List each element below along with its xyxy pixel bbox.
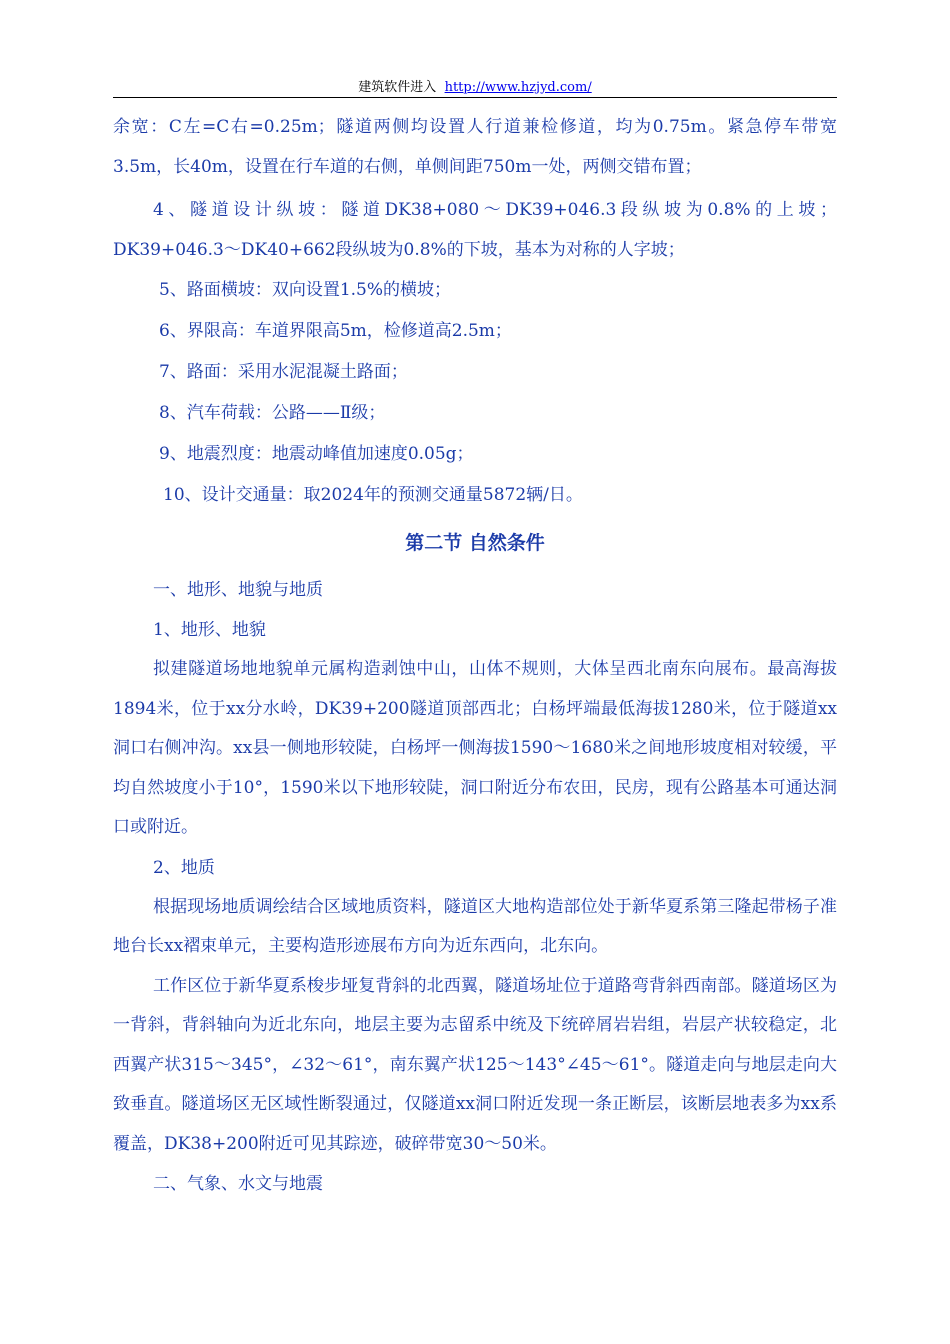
list-item-9: 9、地震烈度：地震动峰值加速度0.05g； [159, 444, 474, 464]
subheading-1-1: 1、地形、地貌 [153, 620, 266, 640]
paragraph-top: 余宽：C左=C右=0.25m；隧道两侧均设置人行道兼检修道，均为0.75m。紧急停车带宽3.5m，长40m，设置在行车道的右侧，单侧间距750m一处，两侧交错布置； [113, 117, 837, 177]
list-item-8: 8、汽车荷载：公路——Ⅱ级； [159, 403, 386, 423]
subheading-1: 一、地形、地貌与地质 [153, 580, 323, 600]
section-title: 第二节 自然条件 [405, 532, 545, 554]
paragraph-geology-2: 工作区位于新华夏系梭步垭复背斜的北西翼，隧道场址位于道路弯背斜西南部。隧道场区为一背斜，背斜轴向为近北东向，地层主要为志留系中统及下统碎屑岩岩组，岩层产状较稳定，北西翼产状315～345°，∠32～61°，南东翼产状125～143°∠45～61°。隧道走向与地层走向大致垂直。隧道场区无区域性断裂通过，仅隧道xx洞口附近发现一条正断层，该断层地表多为xx系覆盖，DK38+200附近可见其踪迹，破碎带宽30～50米。 [113, 975, 837, 1154]
subheading-2: 二、气象、水文与地震 [153, 1174, 323, 1194]
paragraph-geology-1: 根据现场地质调绘结合区域地质资料，隧道区大地构造部位处于新华夏系第三隆起带杨子准地台长xx褶束单元，主要构造形迹展布方向为近东西向，北东向。 [113, 896, 837, 956]
list-item-7: 7、路面：采用水泥混凝土路面； [159, 362, 408, 382]
list-item-4: 4、隧道设计纵坡：隧道DK38+080～DK39+046.3段纵坡为0.8%的上坡；DK39+046.3～DK40+662段纵坡为0.8%的下坡，基本为对称的人字坡； [113, 200, 837, 260]
subheading-1-2: 2、地质 [153, 857, 215, 878]
page-header [113, 76, 837, 95]
document-body [113, 108, 837, 1204]
list-item-5: 5、路面横坡：双向设置1.5%的横坡； [159, 280, 452, 300]
header-link[interactable]: http://www.hzjyd.com/ [444, 80, 592, 95]
list-item-6: 6、界限高：车道界限高5m，检修道高2.5m； [159, 321, 512, 341]
header-text: 建筑软件进入 [358, 80, 437, 95]
header-rule [113, 97, 837, 98]
list-item-10: 10、设计交通量：取2024年的预测交通量5872辆/日。 [163, 485, 583, 505]
paragraph-terrain: 拟建隧道场地地貌单元属构造剥蚀中山，山体不规则，大体呈西北南东向展布。最高海拔1894米，位于xx分水岭，DK39+200隧道顶部西北；白杨坪端最低海拔1280米，位于隧道xx洞口右侧冲沟。xx县一侧地形较陡，白杨坪一侧海拔1590～1680米之间地形坡度相对较缓，平均自然坡度小于10°，1590米以下地形较陡，洞口附近分布农田，民房，现有公路基本可通达洞口或附近。 [113, 659, 837, 837]
